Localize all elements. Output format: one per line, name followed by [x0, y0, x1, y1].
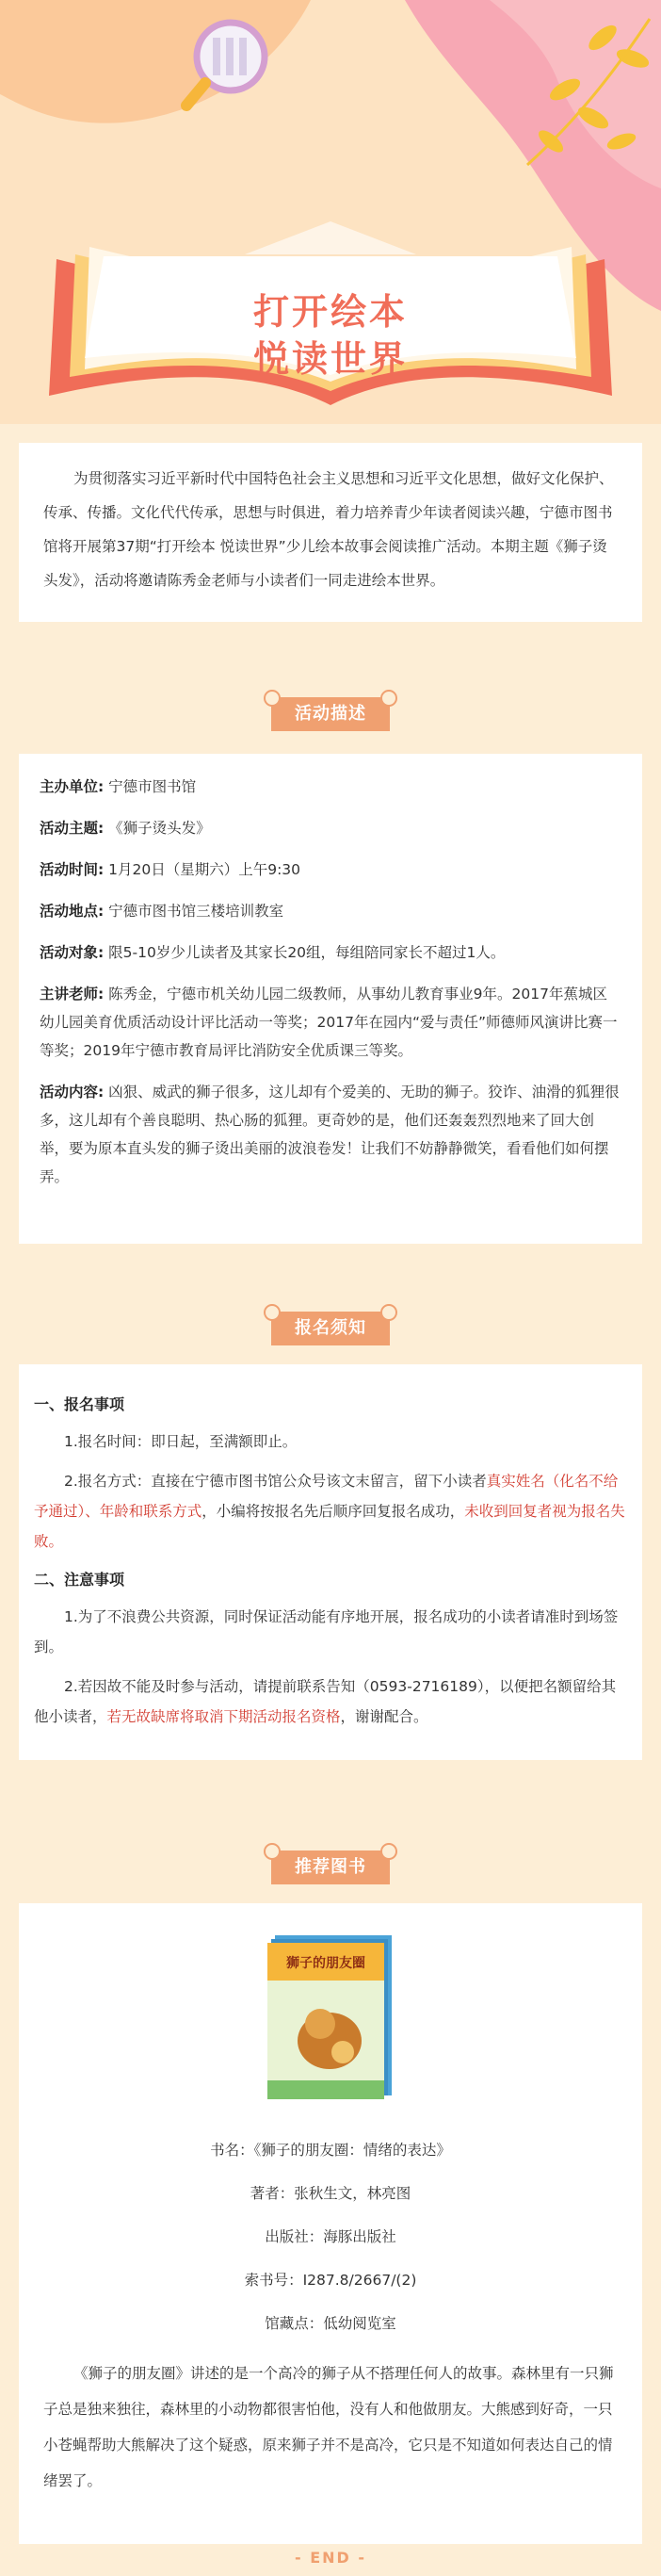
signup-time: 1.报名时间：即日起，至满额即止。	[64, 1433, 298, 1450]
row-key: 主讲老师:	[40, 986, 105, 1003]
row-key: 活动主题:	[40, 820, 105, 837]
book-title: 书名：《狮子的朋友圈：情绪的表达》	[210, 2142, 451, 2159]
end-marker: - END -	[294, 2549, 367, 2567]
row-value: 宁德市图书馆三楼培训教室	[108, 903, 284, 920]
activity-badge: 活动描述	[271, 697, 390, 731]
row-value: 陈秀金，宁德市机关幼儿园二级教师，从事幼儿教育事业9年。2017年蕉城区幼儿园美育优质活动设计评比活动一等奖；2017年在园内“爱与责任”师德师风演讲比赛一等奖；2019年宁德市教育局评比消防安全优质课三等奖。	[40, 986, 618, 1059]
notice-2-text: ，谢谢配合。	[340, 1708, 428, 1725]
intro-card	[19, 443, 642, 622]
notice-1: 1.为了不浪费公共资源，同时保证活动能有序地开展，报名成功的小读者请准时到场签到。	[34, 1608, 619, 1655]
row-audience	[40, 938, 621, 967]
signup-heading-1: 一、报名事项	[34, 1395, 125, 1413]
book-cover-title: 狮子的朋友圈	[286, 1956, 365, 1971]
row-theme	[40, 814, 621, 842]
row-value: 1月20日（星期六）上午9:30	[108, 861, 301, 878]
books-badge: 推荐图书	[271, 1850, 390, 1884]
intro-text: 为贯彻落实习近平新时代中国特色社会主义思想和习近平文化思想，做好文化保护、传承、传播。文化代代传承，思想与时俱进，着力培养青少年读者阅读兴趣，宁德市图书馆将开展第37期“打开绘本 悦读世界”少儿绘本故事会阅读推广活动。本期主题《狮子烫头发》，活动将邀请陈秀金老师与小读者们一同走进绘本世界。	[43, 470, 614, 589]
signup-method	[34, 1466, 627, 1557]
book-cover-image	[267, 1930, 399, 2099]
book-location: 馆藏点：低幼阅览室	[265, 2315, 396, 2332]
signup-method-text: 2.报名方式：直接在宁德市图书馆公众号该文末留言，留下小读者	[64, 1473, 487, 1490]
signup-method-text: ，小编将按报名先后顺序回复报名成功，	[202, 1503, 465, 1520]
book-publisher: 出版社：海豚出版社	[265, 2228, 396, 2245]
notice-2	[34, 1671, 627, 1732]
row-key: 活动时间:	[40, 861, 105, 878]
row-value: 宁德市图书馆	[108, 778, 197, 795]
notice-2-warning: 若无故缺席将取消下期活动报名资格	[106, 1708, 341, 1725]
signup-card	[19, 1364, 642, 1760]
row-value: 凶狠、威武的狮子很多，这儿却有个爱美的、无助的狮子。狡诈、油滑的狐狸很多，这儿却有个善良聪明、热心肠的狐狸。更奇妙的是，他们还轰轰烈烈地来了回大创举，要为原本直头发的狮子烫出美丽的波浪卷发！让我们不妨静静微笑，看看他们如何摆弄。	[40, 1084, 620, 1185]
signup-failure-note: 未收到回复者视为报名失败。	[34, 1503, 625, 1550]
books-card	[19, 1903, 642, 2544]
book-description: 《狮子的朋友圈》讲述的是一个高冷的狮子从不搭理任何人的故事。森林里有一只狮子总是独来独往，森林里的小动物都很害怕他，没有人和他做朋友。大熊感到好奇，一只小苍蝇帮助大熊解决了这个疑惑，原来狮子并不是高冷，它只是不知道如何表达自己的情绪罢了。	[43, 2365, 614, 2489]
row-key: 活动对象:	[40, 944, 105, 961]
signup-heading-2: 二、注意事项	[34, 1571, 125, 1589]
page-title-line1: 打开绘本	[252, 291, 408, 333]
header-banner	[0, 0, 661, 424]
activity-card	[19, 754, 642, 1244]
book-author: 著者：张秋生文，林亮图	[250, 2185, 411, 2202]
row-content	[40, 1078, 621, 1191]
row-location	[40, 897, 621, 925]
row-key: 主办单位:	[40, 778, 105, 795]
row-speaker	[40, 980, 621, 1065]
book-call-number: 索书号：I287.8/2667/(2)	[244, 2272, 417, 2289]
row-key: 活动地点:	[40, 903, 105, 920]
notice-2-text: 2.若因故不能及时参与活动，请提前联系告知（0593-2716189），以便把名额留给其他小读者，	[34, 1678, 617, 1725]
row-organizer	[40, 773, 621, 801]
row-time	[40, 856, 621, 884]
page-title-line2: 悦读世界	[252, 338, 408, 380]
row-value: 《狮子烫头发》	[108, 820, 211, 837]
row-value: 限5-10岁少儿读者及其家长20组，每组陪同家长不超过1人。	[108, 944, 506, 961]
row-key: 活动内容:	[40, 1084, 105, 1101]
signup-required-info: 真实姓名（化名不给予通过）、年龄和联系方式	[34, 1473, 619, 1520]
signup-badge: 报名须知	[271, 1312, 390, 1345]
